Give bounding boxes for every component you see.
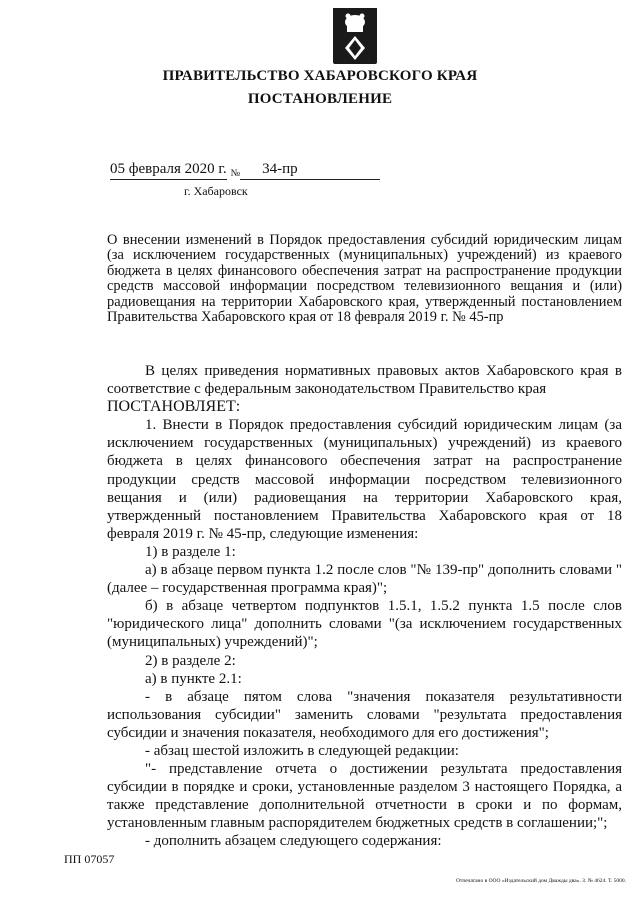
paragraph: б) в абзаце четвертом подпунктов 1.5.1, 1.5.2 пункта 1.5 после слов "юридического лица" дополнить словами "(за исключением государственных (муниципальных) учреждений)"; — [107, 598, 622, 651]
document-code: ПП 07057 — [64, 852, 115, 866]
paragraph: а) в пункте 2.1: — [145, 670, 242, 687]
printer-note: Отпечатано в ООО «Издательский дом Дважды два». З. № 4624. Т. 5000. — [455, 878, 626, 884]
document-date: 05 февраля 2020 г. — [110, 161, 227, 180]
date-number-row — [110, 161, 380, 180]
document-type: ПОСТАНОВЛЕНИЕ — [247, 91, 393, 107]
city: г. Хабаровск — [184, 184, 248, 198]
paragraph: - абзац шестой изложить в следующей редакции: — [145, 742, 459, 759]
paragraph: 1. Внести в Порядок предоставления субсидий юридическим лицам (за исключением государственных (муниципальных) учреждений) из краевого бюджета в целях финансового обеспечения затрат на распространение продукции средств массовой информации посредством телевизионного вещания и (или) радиовещания на территории Хабаровского края, утвержденный постановлением Правительства Хабаровского края от 18 февраля 2019 г. № 45-пр, следующие изменения: — [107, 417, 622, 542]
paragraph: "- представление отчета о достижении результата предоставления субсидии в порядке и сроки, установленные разделом 3 настоящего Порядка, а также представление дополнительной отчетности в сроки и по формам, установленным главным распорядителем бюджетных средств в соглашении;"; — [107, 761, 622, 832]
preamble: В целях приведения нормативных правовых актов Хабаровского края в соответствие с федеральным законодательством Правительство края — [107, 363, 622, 398]
document-body — [107, 362, 622, 851]
number-label: № — [230, 168, 241, 179]
paragraph: - дополнить абзацем следующего содержания: — [145, 833, 442, 850]
decree-word: ПОСТАНОВЛЯЕТ: — [107, 398, 241, 416]
document-number: 34-пр — [240, 161, 380, 180]
paragraph: - в абзаце пятом слова "значения показателя результативности использования субсидии" заменить словами "результата предоставления субсидии и значения показателя, необходимого для его достижения"; — [107, 688, 622, 741]
coat-of-arms-icon — [329, 6, 381, 70]
paragraph: 2) в разделе 2: — [145, 652, 236, 669]
government-name: ПРАВИТЕЛЬСТВО ХАБАРОВСКОГО КРАЯ — [162, 68, 478, 84]
document-title: О внесении изменений в Порядок предоставления субсидий юридическим лицам (за исключением государственных (муниципальных) учреждений) из краевого бюджета в целях финансового обеспечения затрат на распространение продукции средств массовой информации посредством телевизионного вещания и (или) радиовещания на территории Хабаровского края, утвержденный постановлением Правительства Хабаровского края от 18 февраля 2019 г. № 45-пр — [107, 232, 622, 326]
paragraph: а) в абзаце первом пункта 1.2 после слов "№ 139-пр" дополнить словами "(далее – государственная программа края)"; — [107, 562, 622, 597]
paragraph: 1) в разделе 1: — [145, 543, 236, 560]
